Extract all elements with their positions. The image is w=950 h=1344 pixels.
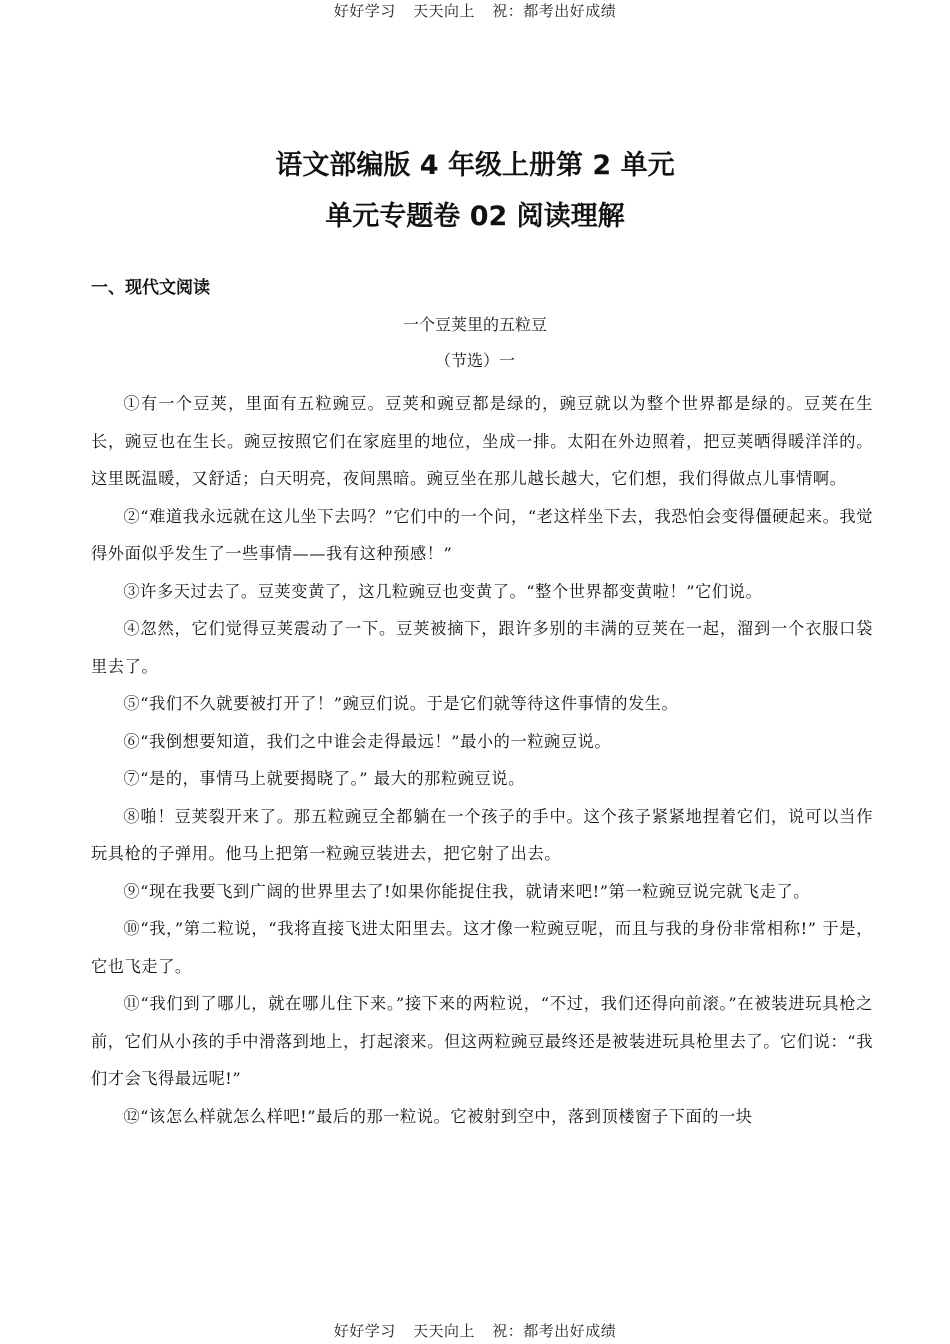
paragraph-4: ④忽然，它们觉得豆荚震动了一下。豆荚被摘下，跟许多别的丰满的豆荚在一起，溜到一个衣服口袋里去了。 xyxy=(91,619,873,676)
footer-text-2: 天天向上 xyxy=(412,1322,475,1340)
section-heading: 一、现代文阅读 xyxy=(91,278,210,298)
document-title: 语文部编版 4 年级上册第 2 单元 xyxy=(275,150,675,181)
header-text-3: 祝：都考出好成绩 xyxy=(492,2,617,20)
header-text-2: 天天向上 xyxy=(412,2,475,20)
passage-title: 一个豆荚里的五粒豆 xyxy=(402,315,547,334)
paragraph-7: ⑦“是的，事情马上就要揭晓了。” 最大的那粒豌豆说。 xyxy=(123,769,525,788)
page-footer xyxy=(0,1320,950,1341)
paragraph-9: ⑨“现在我要飞到广阔的世界里去了!如果你能捉住我，就请来吧!”第一粒豌豆说完就飞走了。 xyxy=(123,881,811,901)
passage-subtitle: （节选）一 xyxy=(434,351,515,370)
footer-text-1: 好好学习 xyxy=(333,1322,396,1340)
page-header xyxy=(0,0,950,21)
paragraph-6: ⑥“我倒想要知道，我们之中谁会走得最远！”最小的一粒豌豆说。 xyxy=(123,731,612,751)
paragraph-10: ⑩“我，”第二粒说，“我将直接飞进太阳里去。这才像一粒豌豆呢，而且与我的身份非常相称!” 于是，它也飞走了。 xyxy=(91,919,873,976)
paragraph-12: ⑫“该怎么样就怎么样吧!”最后的那一粒说。它被射到空中，落到顶楼窗子下面的一块 xyxy=(123,1106,753,1126)
paragraph-1: ①有一个豆荚，里面有五粒豌豆。豆荚和豌豆都是绿的，豌豆就以为整个世界都是绿的。豆荚在生长，豌豆也在生长。豌豆按照它们在家庭里的地位，坐成一排。太阳在外边照着，把豆荚晒得暖洋洋的。这里既温暖，又舒适；白天明亮，夜间黑暗。豌豆坐在那儿越长越大，它们想，我们得做点儿事情啊。 xyxy=(91,394,873,488)
paragraph-3: ③许多天过去了。豆荚变黄了，这几粒豌豆也变黄了。“整个世界都变黄啦！”它们说。 xyxy=(123,581,763,601)
paragraph-8: ⑧啪！豆荚裂开来了。那五粒豌豆全都躺在一个孩子的手中。这个孩子紧紧地捏着它们，说可以当作玩具枪的子弹用。他马上把第一粒豌豆装进去，把它射了出去。 xyxy=(91,806,873,863)
document-subtitle: 单元专题卷 02 阅读理解 xyxy=(325,201,625,232)
paragraph-2: ②“难道我永远就在这儿坐下去吗？”它们中的一个问，“老这样坐下去，我恐怕会变得僵硬起来。我觉得外面似乎发生了一些事情——我有这种预感！” xyxy=(91,506,873,563)
paragraph-11: ⑪“我们到了哪儿，就在哪儿住下来。”接下来的两粒说，“不过，我们还得向前滚。”在被装进玩具枪之前，它们从小孩的手中滑落到地上，打起滚来。但这两粒豌豆最终还是被装进玩具枪里去了。它们说：“我们才会飞得最远呢!” xyxy=(91,994,873,1088)
paragraph-5: ⑤“我们不久就要被打开了！”豌豆们说。于是它们就等待这件事情的发生。 xyxy=(123,694,679,713)
header-text-1: 好好学习 xyxy=(333,2,396,20)
footer-text-3: 祝：都考出好成绩 xyxy=(492,1322,617,1340)
passage-body xyxy=(91,385,873,1135)
